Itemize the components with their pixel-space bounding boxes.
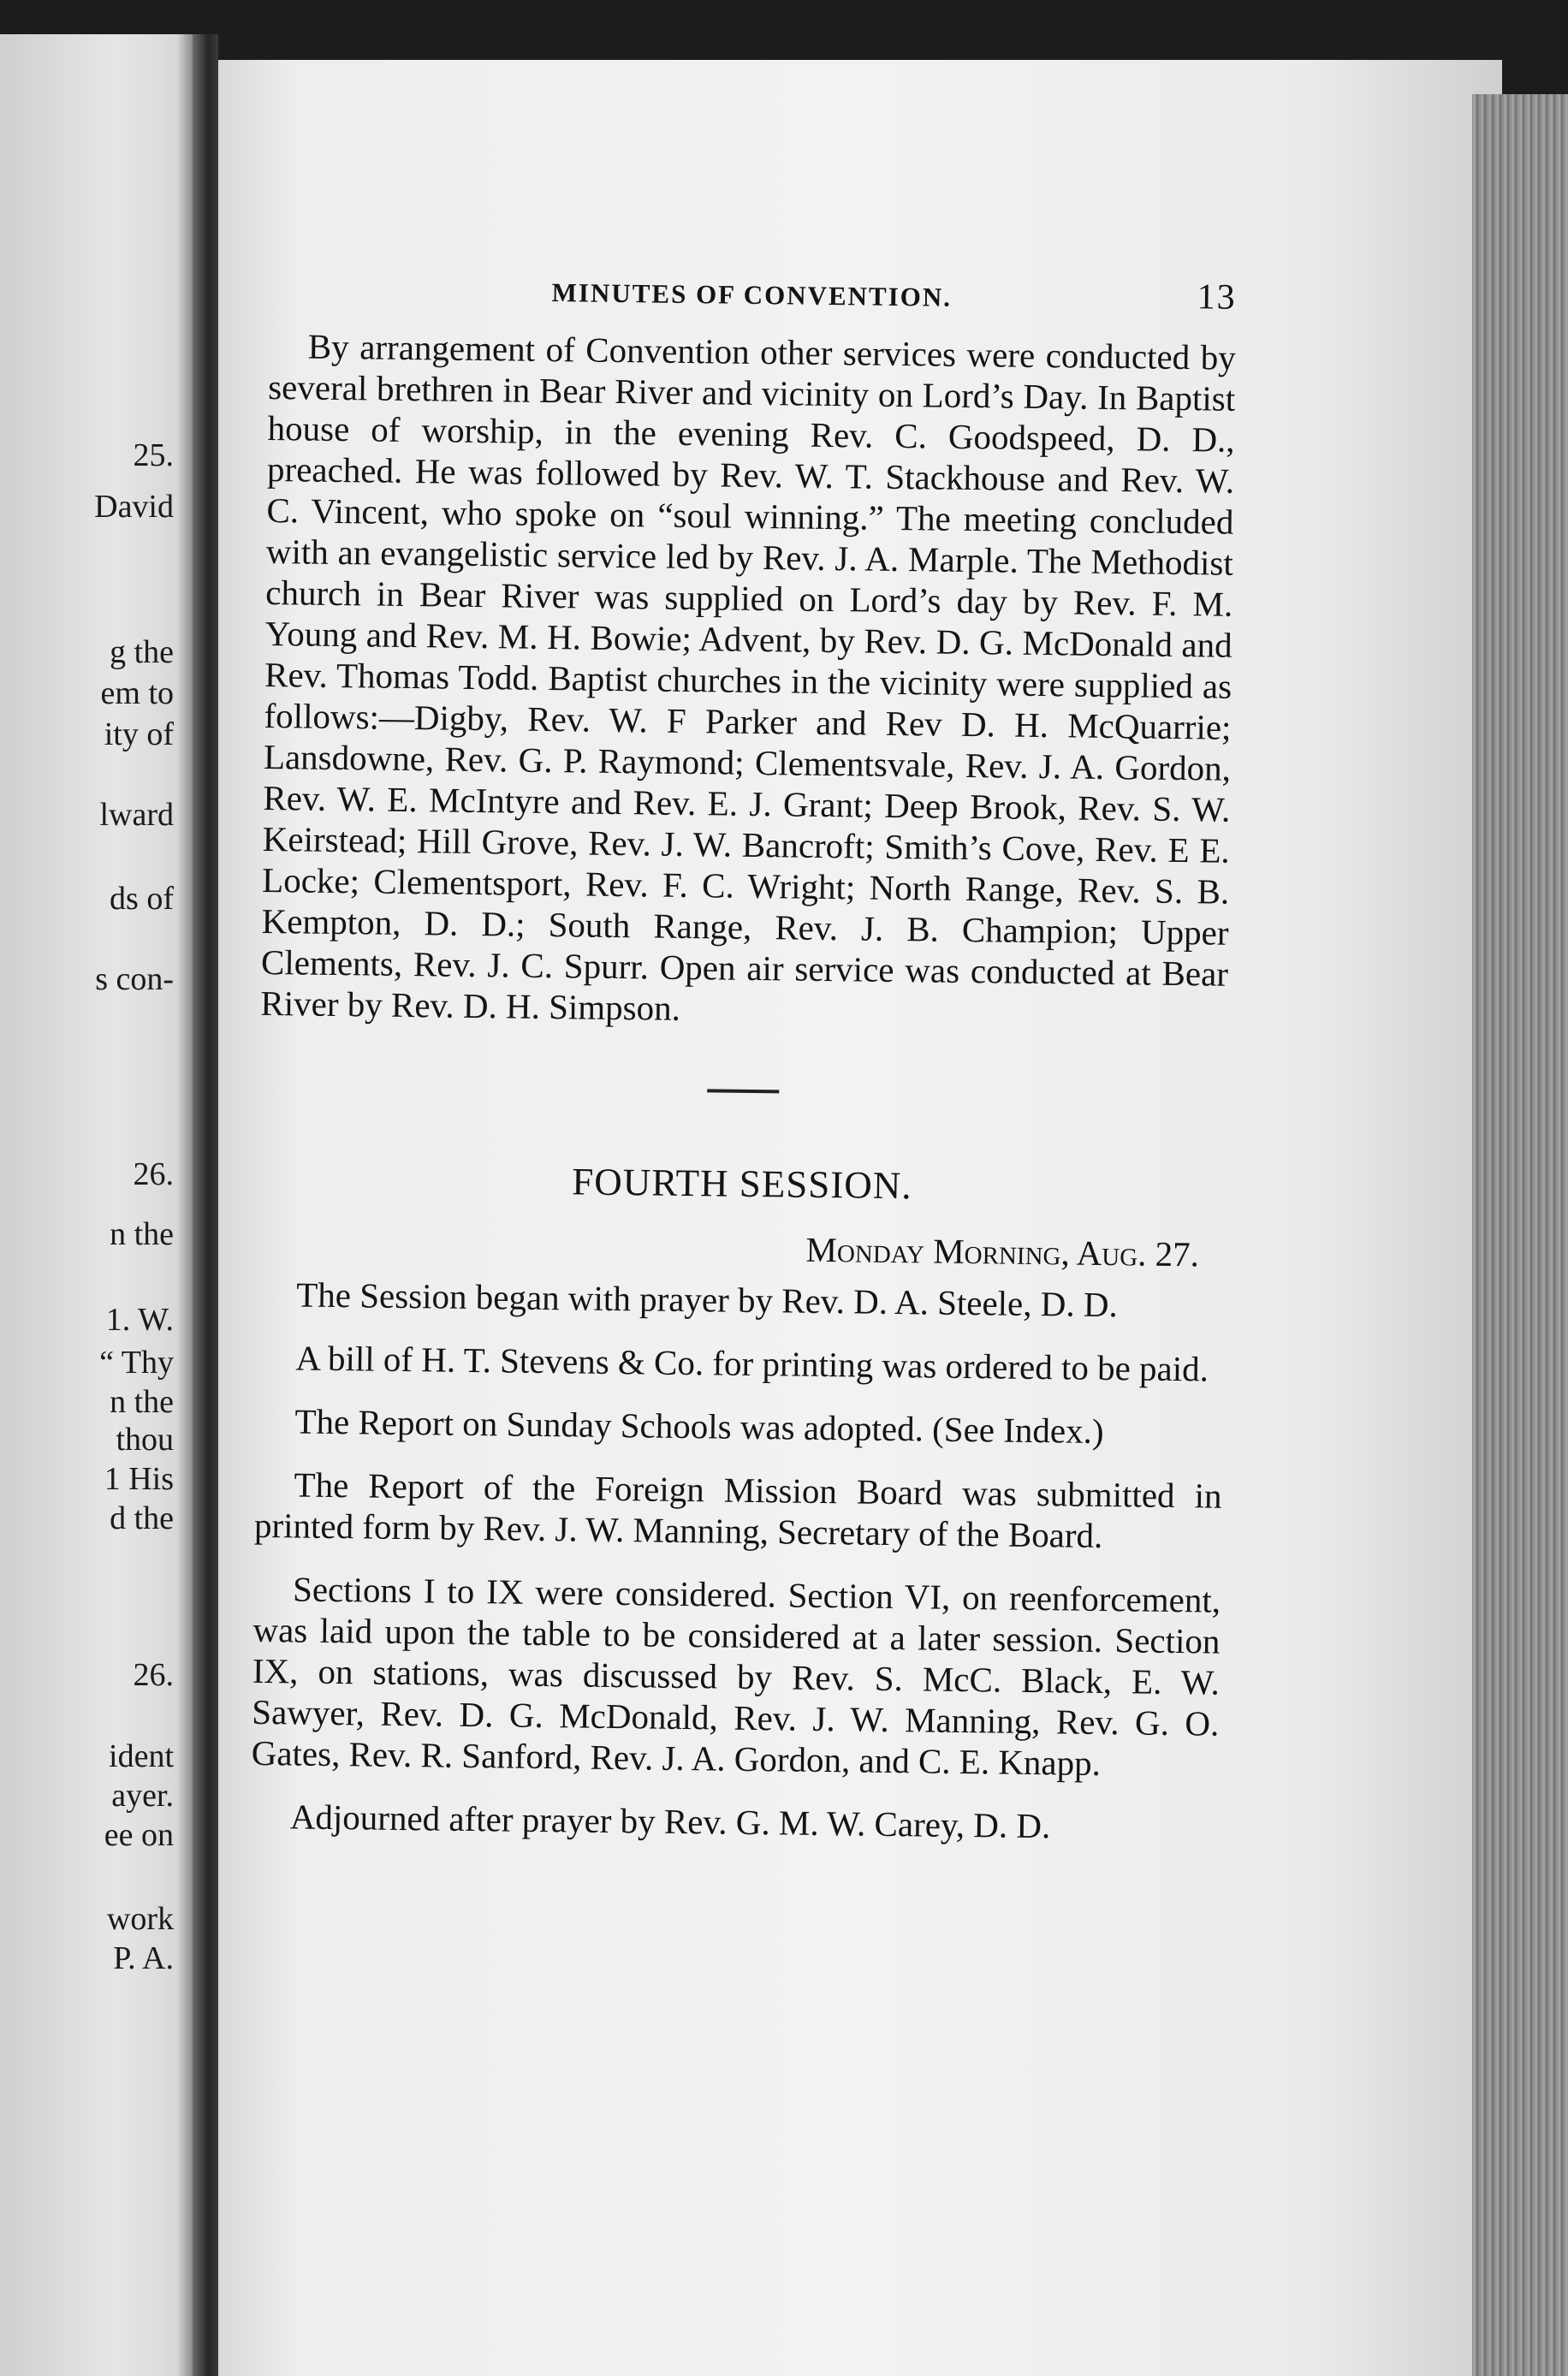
facing-page-line: s con-	[95, 961, 174, 997]
paragraph-opening-prayer: The Session began with prayer by Rev. D. A. Steele, D. D.	[296, 1274, 1119, 1325]
paragraph-sunday-schools: The Report on Sunday Schools was adopted. (See Index.)	[294, 1401, 1104, 1452]
facing-page-line: 26.	[133, 1156, 174, 1192]
facing-page-line: P. A.	[113, 1940, 174, 1976]
session-dateline: Monday Morning, Aug. 27.	[805, 1229, 1200, 1274]
page-content	[250, 265, 1237, 1871]
facing-page-line: lward	[99, 797, 174, 833]
facing-page-line: ee on	[104, 1817, 174, 1853]
facing-page-line: 26.	[133, 1657, 174, 1693]
facing-page-line: ayer.	[111, 1778, 174, 1814]
facing-page-line: ds of	[110, 881, 174, 917]
facing-page-line: em to	[100, 675, 174, 711]
page-edges	[1472, 94, 1568, 2376]
facing-page-line: d the	[110, 1500, 174, 1536]
facing-page-line: work	[106, 1901, 174, 1937]
paragraph-services: By arrangement of Convention other services were conducted by several brethren in Bear River and vicinity on Lord’s Day. In Baptist house of worship, in the evening Rev. C. Goodspeed, D. D., preached. He was followed by Rev. W. T. Stackhouse and Rev. W. C. Vincent, who spoke on “soul winning.” The meeting concluded with an evangelistic service led by Rev. J. A. Marple. The Methodist church in Bear River was supplied on Lord’s day by Rev. F. M. Young and Rev. M. H. Bowie; Advent, by Rev. D. G. McDonald and Rev. Thomas Todd. Baptist churches in the vicinity were supplied as follows:—Digby, Rev. W. F Parker and Rev D. H. McQuarrie; Lansdowne, Rev. G. P. Raymond; Clementsvale, Rev. J. A. Gordon, Rev. W. E. McIntyre and Rev. E. J. Grant; Deep Brook, Rev. S. W. Keirstead; Hill Grove, Rev. J. W. Bancroft; Smith’s Cove, Rev. E E. Locke; Clementsport, Rev. F. C. Wright; North Range, Rev. S. B. Kempton, D. D.; South Range, Rev. J. B. Champion; Upper Clements, Rev. J. C. Spurr. Open air service was conducted at Bear River by Rev. D. H. Simpson.	[260, 326, 1237, 1028]
facing-page-line: 1 His	[104, 1461, 174, 1497]
facing-page-line: g the	[110, 634, 174, 670]
paragraph-adjourned: Adjourned after prayer by Rev. G. M. W. Carey, D. D.	[289, 1797, 1051, 1846]
session-heading: FOURTH SESSION.	[571, 1160, 912, 1208]
paragraph-foreign-mission: The Report of the Foreign Mission Board was submitted in printed form by Rev. J. W. Manning, Secretary of the Board.	[253, 1464, 1222, 1556]
facing-page-line: 25.	[133, 437, 174, 473]
section-rule	[707, 1089, 779, 1093]
running-header	[269, 265, 1237, 337]
facing-page-line: 1. W.	[105, 1302, 174, 1338]
paragraph-sections: Sections I to IX were considered. Section VI, on reenforcement, was laid upon the table to be considered at a later session. Section IX, on stations, was discussed by Rev. S. McC. Black, E. W. Sawyer, Rev. D. G. McDonald, Rev. J. W. Manning, Rev. G. O. Gates, Rev. R. Sanford, Rev. J. A. Gordon, and C. E. Knapp.	[251, 1569, 1221, 1783]
facing-page-line: ity of	[104, 716, 174, 752]
facing-page-line: n the	[110, 1216, 174, 1252]
book-gutter	[193, 34, 218, 2376]
facing-page-line: thou	[116, 1422, 174, 1458]
facing-page-line: “ Thy	[99, 1345, 174, 1381]
facing-page	[0, 34, 193, 2376]
running-title: MINUTES OF CONVENTION.	[551, 277, 953, 312]
paragraph-bill: A bill of H. T. Stevens & Co. for printing was ordered to be paid.	[295, 1338, 1209, 1389]
facing-page-line: David	[94, 489, 174, 525]
facing-page-line: n the	[110, 1384, 174, 1420]
facing-page-line: ident	[109, 1738, 174, 1774]
page-number: 13	[1197, 277, 1237, 318]
